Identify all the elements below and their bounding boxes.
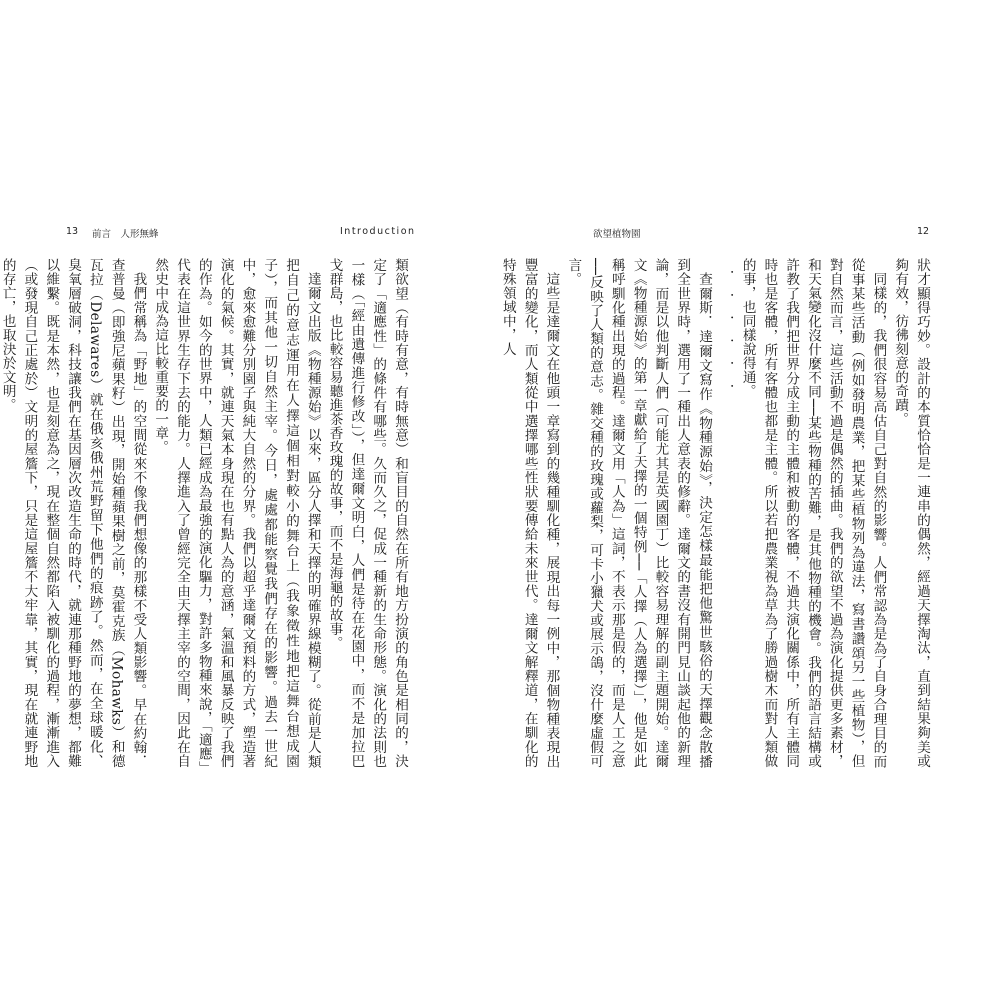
- left-paragraph-1: 類欲望（有時有意，有時無意）和盲目的自然在所有地方扮演的角色是相同的，決定了「適應性」的條件有哪些。久而久之，促成一種新的生命形態。演化的法則也一樣（「經由遺傳進行修改」），但達爾文明白，人們是待在花園中，而不是加拉巴戈群島，也比較容易聽進茶香玫瑰的故事，而不是海龜的故事。: [326, 258, 408, 768]
- left-page-body: [0, 258, 410, 768]
- section-break-dots: ．．．．．．: [717, 270, 734, 414]
- right-paragraph-1: 狀才顯得巧妙。設計的本質恰恰是一連串的偶然，經過天擇淘汰，直到結果夠美或夠有效，彷彿刻意的奇蹟。: [892, 258, 930, 768]
- right-page-book-title: 欲望植物園: [593, 229, 641, 240]
- right-paragraph-4: 這些是達爾文在他頭一章寫到的幾種馴化種，展現出每一例中，那個物種表現出豐富的變化，而人類從中選擇哪些性狀要傳給未來世代。達爾文解釋道，在馴化的特殊領域中，人: [499, 258, 560, 768]
- left-page-chapter-title: 前言 人形無蜂: [92, 229, 159, 240]
- left-paragraph-3: 我們常稱為「野地」的空間從來不像我們想像的那樣不受人類影響。早在約翰．查普曼（即強尼蘋果籽）出現，開始種蘋果樹之前，莫霍克族（Mohawks）和德瓦拉（Delawares）就在俄亥俄州荒野留下他們的痕跡了。然而，在全球暖化、臭氧層破洞，科技讓我們在基因層次改造生命的時代，就連那種野地的夢想，都難以維繫。既是本然，也是刻意為之，現在整個自然都陷入被馴化的過程，漸漸進入（或發現自己正處於）文明的屋簷下，只是這屋簷不大牢靠，其實，現在就連野地的存亡，也取決於文明。: [0, 258, 147, 768]
- left-paragraph-2: 達爾文出版《物種源始》以來，區分人擇和天擇的明確界線模糊了。從前是人類把自己的意志運用在人擇這個相對較小的舞台上（我象徵性地把這舞台想成園子），而其他一切自然主宰。今日，處處都能察覺我們存在的影響。過去一世紀中，愈來愈難分別園子與純大自然的分界。我們以超乎達爾文預料的方式，塑造著演化的氣候。其實，就連天氣本身現在也有點人為的意涵，氣溫和風暴反映了我們的作為。如今的世界中，人類已經成為最強的演化驅力，對許多物種來說，「適應」代表在這世界生存下去的能力。人擇進入了曾經完全由天擇主宰的空間，因此在自然史中成為這比較重要的一章。: [152, 258, 321, 768]
- right-paragraph-2: 同樣的，我們很容易高估自己對自然的影響。人們常認為是為了自身合理目的而從事某些活動（例如發明農業，把某些植物列為違法，寫書讚頌另一些植物），但對自然而言，這些活動不過是偶然的插曲。我們的欲望不過為演化提供更多素材，和天氣變化沒什麼不同──某些物種的苦難，是其他物種的機會。我們的語言結構或許教了我們把世界分成主動的主體和被動的客體，不過共演化關係中，所有主體同時也是客體，所有客體也都是主體。所以若把農業視為草為了勝過樹木而對人類做的事，也同樣說得通。: [739, 258, 887, 768]
- right-page-number: 12: [917, 226, 930, 237]
- left-page-number: 13: [66, 226, 79, 237]
- right-paragraph-3: 查爾斯．達爾文寫作《物種源始》，決定怎樣最能把他驚世駭俗的天擇觀念散播到全世界時，選用了一種出人意表的修辭。達爾文的書沒有開門見山談起他的新理論，而是以他判斷人們（可能尤其是英國園丁）比較容易理解的副主題開始。達爾文《物種源始》的第一章獻給了天擇的一個特例──「人擇（人為選擇）」，他是如此稱呼馴化種出現的過程。達爾文用「人為」這詞，不表示那是假的，而是人工之意──反映了人類的意志。雜交種的玫瑰或蘿梨，可卡小獵犬或展示鴿，沒什麼虛假可言。: [565, 258, 713, 768]
- left-page-section-title: Introduction: [340, 226, 416, 237]
- right-page-body: [499, 258, 932, 768]
